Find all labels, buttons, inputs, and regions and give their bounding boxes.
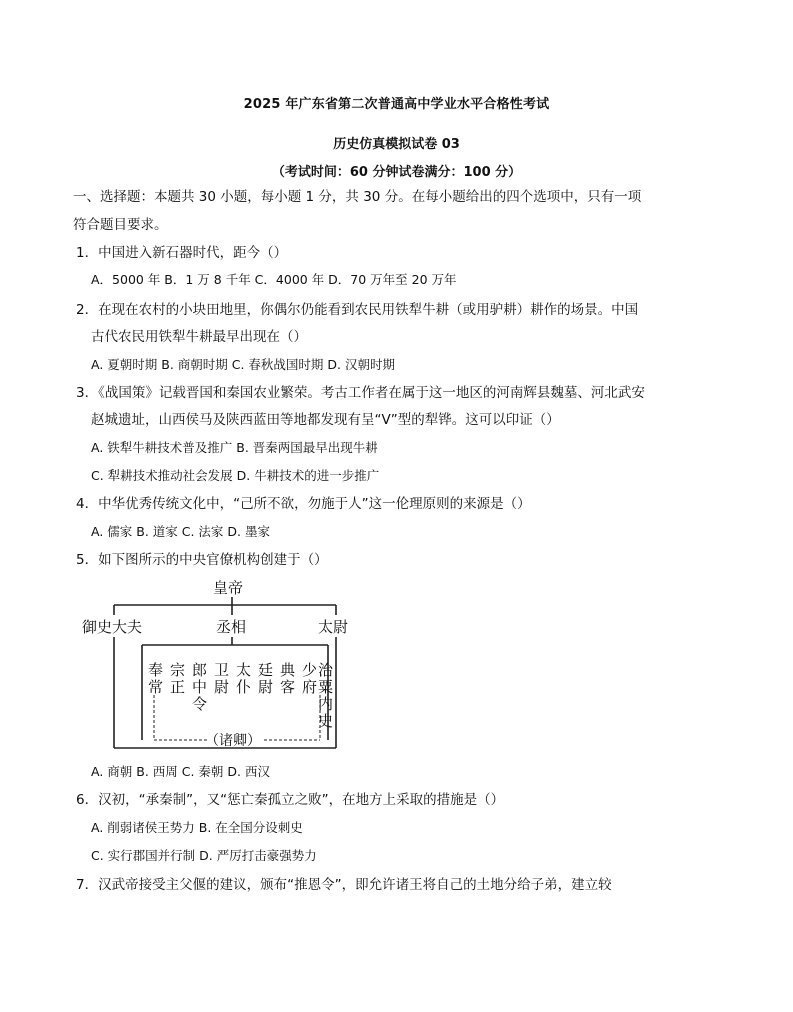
government-structure-diagram <box>78 575 368 755</box>
question-options: A. 儒家 B. 道家 C. 法家 D. 墨家 <box>91 524 270 539</box>
exam-info: （考试时间：60 分钟试卷满分：100 分） <box>271 165 522 180</box>
question-options: A. 商朝 B. 西周 C. 秦朝 D. 西汉 <box>91 764 270 779</box>
emperor-label: 皇帝 <box>213 579 244 597</box>
question-stem-cont: 古代农民用铁犁牛耕最早出现在（） <box>91 329 307 345</box>
question-stem: 6．汉初，“承秦制”，又“惩亡秦孤立之败”，在地方上采取的措施是（） <box>76 792 505 808</box>
chancellor-label: 丞相 <box>216 618 247 636</box>
question-stem: 5．如下图所示的中央官僚机构创建于（） <box>76 552 328 568</box>
minister-title: 奉常 <box>148 661 164 696</box>
section-intro-cont: 符合题目要求。 <box>73 217 168 233</box>
question-stem: 3．《战国策》记载晋国和秦国农业繁荣。考古工作者在属于这一地区的河南辉县魏墓、河北武安 <box>76 385 645 401</box>
question-options: A. 削弱诸侯王势力 B. 在全国分设刺史 <box>91 820 303 835</box>
question-stem: 2．在现在农村的小块田地里，你偶尔仍能看到农民用铁犁牛耕（或用驴耕）耕作的场景。中国 <box>76 302 639 318</box>
minister-title: 宗正 <box>170 661 186 696</box>
minister-title: 郎中令 <box>192 661 208 713</box>
commandant-label: 太尉 <box>318 618 349 636</box>
exam-title: 2025 年广东省第二次普通高中学业水平合格性考试 <box>243 97 550 112</box>
question-stem: 1．中国进入新石器时代，距今（） <box>76 245 288 261</box>
minister-title: 少府 <box>302 661 318 696</box>
question-options: C. 实行郡国并行制 D. 严厉打击豪强势力 <box>91 848 317 863</box>
question-options: A. 铁犁牛耕技术普及推广 B. 晋秦两国最早出现牛耕 <box>91 440 378 455</box>
question-stem-cont: 赵城遗址，山西侯马及陕西蓝田等地都发现有呈“V”型的犁铧。这可以印证（） <box>91 412 560 428</box>
censor-label: 御史大夫 <box>82 618 143 636</box>
question-options: C. 犁耕技术推动社会发展 D. 牛耕技术的进一步推广 <box>91 468 380 483</box>
minister-title: 廷尉 <box>258 661 274 696</box>
question-stem: 7．汉武帝接受主父偃的建议，颁布“推恩令”，即允许诸王将自己的土地分给子弟，建立较 <box>76 877 612 893</box>
minister-title: 卫尉 <box>214 661 230 696</box>
exam-subtitle: 历史仿真模拟试卷 03 <box>333 137 460 152</box>
section-intro: 一、选择题：本题共 30 小题，每小题 1 分，共 30 分。在每小题给出的四个选项中，只有一项 <box>73 189 642 205</box>
question-options: A. 夏朝时期 B. 商朝时期 C. 春秋战国时期 D. 汉朝时期 <box>91 357 395 372</box>
question-stem: 4．中华优秀传统文化中，“己所不欲，勿施于人”这一伦理原则的来源是（） <box>76 496 531 512</box>
question-options: A．5000 年 B．1 万 8 千年 C．4000 年 D．70 万年至 20 万年 <box>91 272 457 287</box>
ministers-group-label: （诸卿） <box>205 733 261 749</box>
minister-title: 太仆 <box>236 661 252 696</box>
minister-title: 典客 <box>280 661 296 696</box>
minister-title: 治粟内史 <box>318 661 334 730</box>
